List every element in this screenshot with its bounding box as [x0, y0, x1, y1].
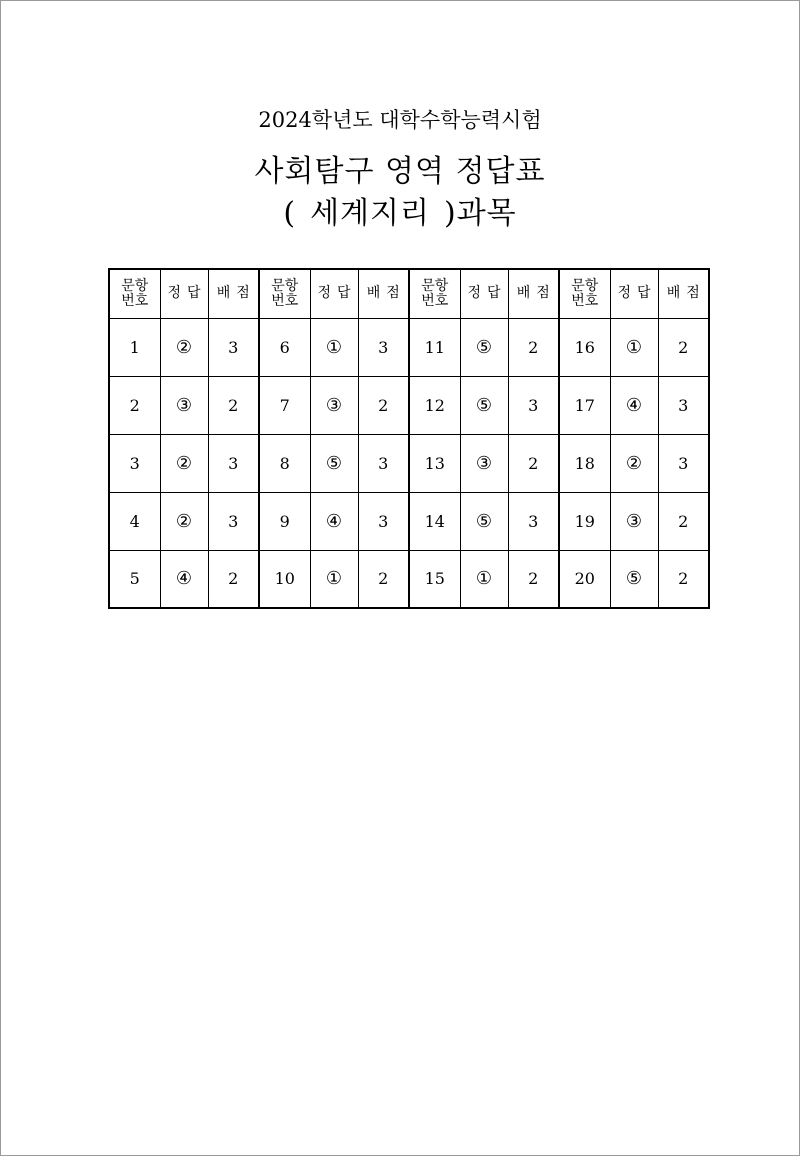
table-row	[109, 550, 709, 608]
answer-cell: ⑤	[460, 492, 508, 550]
answer-sheet-title: 사회탐구 영역 정답표	[254, 154, 546, 189]
header-question-number: 문항 번호	[409, 269, 460, 318]
answer-cell: ②	[160, 318, 208, 376]
table-row	[109, 492, 709, 550]
header-answer: 정답	[310, 269, 358, 318]
points-cell: 3	[658, 434, 709, 492]
answer-cell: ④	[160, 550, 208, 608]
question-number: 20	[559, 550, 610, 608]
points-cell: 2	[208, 550, 259, 608]
answer-cell: ⑤	[460, 318, 508, 376]
answer-cell: ④	[310, 492, 358, 550]
question-number: 10	[259, 550, 310, 608]
points-cell: 3	[208, 434, 259, 492]
answer-cell: ①	[310, 550, 358, 608]
answer-cell: ⑤	[460, 376, 508, 434]
subject-open-paren: (	[283, 196, 297, 231]
question-number: 6	[259, 318, 310, 376]
table-row	[109, 434, 709, 492]
header-question-number: 문항 번호	[109, 269, 160, 318]
answer-cell: ③	[610, 492, 658, 550]
answer-cell: ③	[460, 434, 508, 492]
header-answer: 정답	[160, 269, 208, 318]
points-cell: 3	[208, 318, 259, 376]
question-number: 2	[109, 376, 160, 434]
answer-cell: ④	[610, 376, 658, 434]
header-answer: 정답	[460, 269, 508, 318]
subject-name: 세계지리	[310, 196, 430, 231]
question-number: 13	[409, 434, 460, 492]
header-question-number: 문항 번호	[259, 269, 310, 318]
question-number: 1	[109, 318, 160, 376]
points-cell: 2	[508, 434, 559, 492]
question-number: 7	[259, 376, 310, 434]
answer-cell: ①	[460, 550, 508, 608]
question-number: 5	[109, 550, 160, 608]
question-number: 17	[559, 376, 610, 434]
question-number: 11	[409, 318, 460, 376]
header-points: 배점	[508, 269, 559, 318]
answer-cell: ③	[310, 376, 358, 434]
points-cell: 2	[658, 318, 709, 376]
points-cell: 3	[208, 492, 259, 550]
question-number: 14	[409, 492, 460, 550]
question-number: 15	[409, 550, 460, 608]
answer-cell: ③	[160, 376, 208, 434]
points-cell: 3	[508, 376, 559, 434]
answer-cell: ①	[610, 318, 658, 376]
exam-year-title: 2024학년도 대학수학능력시험	[258, 108, 542, 132]
points-cell: 2	[508, 550, 559, 608]
points-cell: 2	[658, 550, 709, 608]
table-row	[109, 376, 709, 434]
header-points: 배점	[658, 269, 709, 318]
question-number: 3	[109, 434, 160, 492]
points-cell: 3	[358, 318, 409, 376]
answer-cell: ②	[610, 434, 658, 492]
points-cell: 2	[658, 492, 709, 550]
question-number: 16	[559, 318, 610, 376]
header-points: 배점	[208, 269, 259, 318]
points-cell: 2	[508, 318, 559, 376]
answer-cell: ⑤	[310, 434, 358, 492]
points-cell: 2	[358, 550, 409, 608]
question-number: 19	[559, 492, 610, 550]
points-cell: 2	[208, 376, 259, 434]
subject-line	[0, 188, 800, 232]
question-number: 18	[559, 434, 610, 492]
points-cell: 3	[358, 434, 409, 492]
header-question-number: 문항 번호	[559, 269, 610, 318]
answer-cell: ②	[160, 434, 208, 492]
question-number: 9	[259, 492, 310, 550]
points-cell: 3	[508, 492, 559, 550]
header-answer: 정답	[610, 269, 658, 318]
header-points: 배점	[358, 269, 409, 318]
question-number: 8	[259, 434, 310, 492]
answer-cell: ⑤	[610, 550, 658, 608]
points-cell: 2	[358, 376, 409, 434]
header-row	[109, 269, 709, 318]
points-cell: 3	[658, 376, 709, 434]
points-cell: 3	[358, 492, 409, 550]
table-row	[109, 318, 709, 376]
answer-cell: ①	[310, 318, 358, 376]
answer-cell: ②	[160, 492, 208, 550]
subject-suffix: )과목	[443, 196, 517, 231]
answer-table	[108, 268, 710, 609]
question-number: 12	[409, 376, 460, 434]
question-number: 4	[109, 492, 160, 550]
